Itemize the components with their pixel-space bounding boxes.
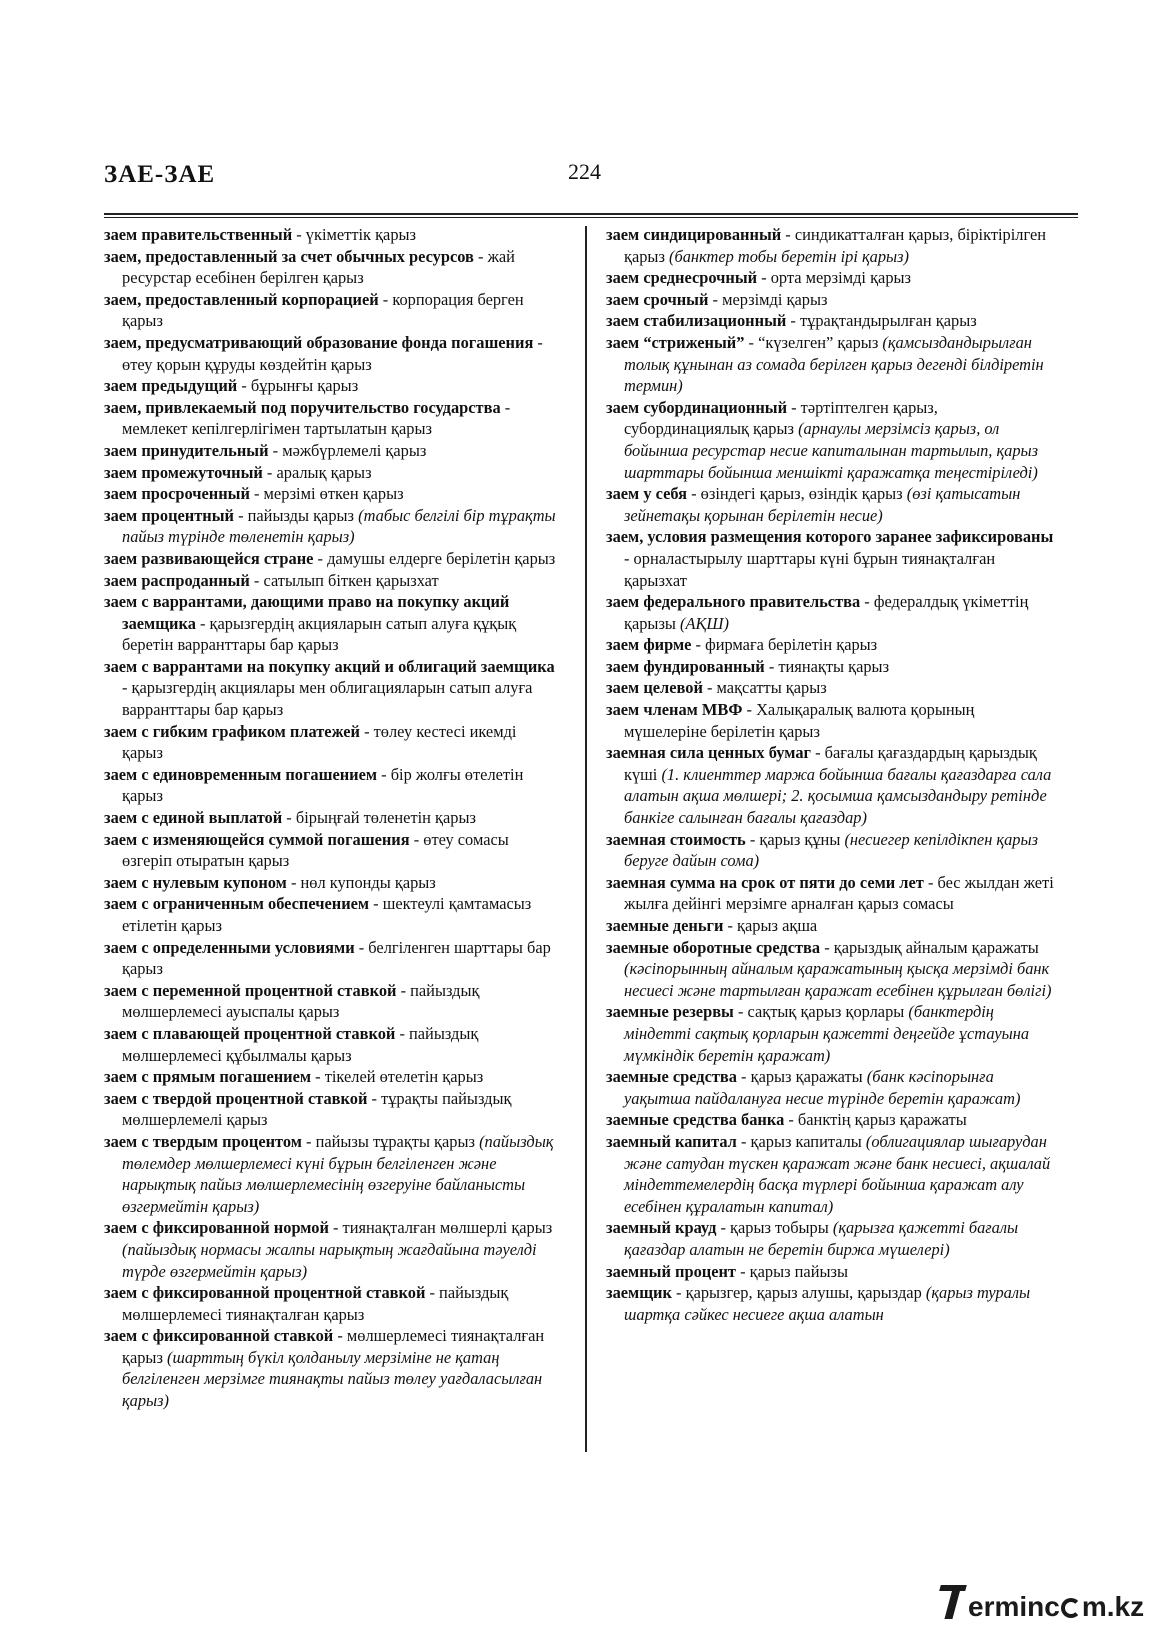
entry-term: заем, предусматривающий образование фонда погашения bbox=[104, 332, 534, 352]
dictionary-entry bbox=[104, 332, 559, 375]
dictionary-entry bbox=[104, 1066, 559, 1088]
dictionary-entry bbox=[606, 656, 1061, 678]
entry-term: заем с фиксированной процентной ставкой bbox=[104, 1283, 426, 1303]
entry-definition: - қарызгердің акциялары мен облигацияларын сатып алуға варранттары бар қарыз bbox=[122, 678, 533, 720]
running-head: ЗАЕ-ЗАЕ bbox=[104, 161, 216, 188]
entry-definition: - тиянақты қарыз bbox=[764, 656, 890, 676]
dictionary-entry bbox=[104, 224, 559, 246]
dictionary-entry bbox=[606, 332, 1061, 397]
dictionary-entry bbox=[104, 1131, 559, 1217]
dictionary-entry bbox=[606, 526, 1061, 591]
dictionary-entry bbox=[104, 980, 559, 1023]
dictionary-entry bbox=[104, 483, 559, 505]
dictionary-entry bbox=[606, 699, 1061, 742]
entry-note: (несиегер кепілдікпен қарыз беруге дайын сома) bbox=[624, 829, 1038, 871]
entry-definition: - тікелей өтелетін қарыз bbox=[311, 1067, 484, 1087]
entry-term: заем с нулевым купоном bbox=[104, 872, 287, 892]
dictionary-entry bbox=[104, 375, 559, 397]
entry-term: заемщик bbox=[606, 1283, 672, 1303]
entry-definition: - өтеу қорын құруды көздейтін қарыз bbox=[122, 332, 543, 374]
dictionary-entry bbox=[104, 1325, 559, 1411]
dictionary-entry bbox=[104, 462, 559, 484]
entry-definition: - корпорация берген қарыз bbox=[122, 289, 524, 331]
dictionary-entry bbox=[104, 570, 559, 592]
logo-text-part2: m.kz bbox=[1081, 1591, 1145, 1622]
entry-definition: - шектеулі қамтамасыз етілетін қарыз bbox=[122, 894, 532, 935]
entry-note: (банктер тобы беретін ірі қарыз) bbox=[669, 246, 909, 266]
entry-definition: - пайыздық мөлшерлемесі ауыспалы қарыз bbox=[122, 980, 480, 1022]
entry-definition: - өзіндегі қарыз, өзіндік қарыз bbox=[687, 484, 907, 504]
entry-definition: - орта мерзімді қарыз bbox=[757, 268, 911, 288]
dictionary-entry bbox=[606, 677, 1061, 699]
entry-term: заем с фиксированной нормой bbox=[104, 1218, 329, 1238]
entry-term: заем срочный bbox=[606, 289, 709, 309]
dictionary-entry bbox=[606, 872, 1061, 915]
page-header bbox=[104, 155, 1078, 215]
entry-term: заем развивающейся стране bbox=[104, 548, 314, 568]
entry-definition: - қарыз қаражаты bbox=[736, 1067, 867, 1087]
entry-term: заем с единовременным погашением bbox=[104, 764, 378, 784]
entry-term: заем, предоставленный за счет обычных ресурсов bbox=[104, 246, 474, 266]
dictionary-entry bbox=[606, 1131, 1061, 1217]
entry-definition: - аралық қарыз bbox=[262, 462, 372, 482]
entry-definition: - мөлшерлемесі тиянақталған қарыз bbox=[122, 1326, 545, 1367]
logo-o-icon bbox=[1061, 1598, 1081, 1618]
entry-definition: - бір жолғы өтелетін қарыз bbox=[122, 764, 524, 806]
entry-term: заем с ограниченным обеспечением bbox=[104, 894, 370, 914]
entry-definition: - тұрақты пайыздық мөлшерлемелі қарыз bbox=[122, 1088, 512, 1130]
entry-note: (арнаулы мерзімсіз қарыз, ол бойынша ресурстар несие капиталынан тартылып, қарыз шарттары бойынша меншікті қаражатқа теңестіріледі) bbox=[624, 419, 1039, 482]
entry-term: заем “стриженый” bbox=[606, 332, 745, 352]
entry-definition: - өтеу сомасы өзгеріп отыратын қарыз bbox=[122, 829, 509, 871]
entry-term: заем фирме bbox=[606, 635, 692, 655]
entry-note: (1. клиенттер маржа бойынша бағалы қағаздарға сала алатын ақша мөлшері; 2. қосымша қамсыздандыру ретінде банкіге салынған бағалы қағаздар) bbox=[624, 764, 1052, 828]
dictionary-columns bbox=[104, 224, 1078, 1464]
entry-note: (банктердің міндетті сақтық қорларын қажетті деңгейде ұстауына мүмкіндік беретін қаражат) bbox=[624, 1002, 1030, 1065]
entry-definition: - мерзімді қарыз bbox=[708, 289, 828, 309]
dictionary-entry bbox=[104, 807, 559, 829]
entry-term: заемная сила ценных бумаг bbox=[606, 743, 811, 763]
entry-definition: - банктің қарыз қаражаты bbox=[784, 1110, 967, 1130]
entry-definition: - үкіметтік қарыз bbox=[292, 225, 417, 244]
entry-definition: - тиянақталған мөлшерлі қарыз bbox=[328, 1218, 553, 1238]
entry-definition: - “күзелген” қарыз bbox=[744, 332, 883, 352]
entry-definition: - қарыз капиталы bbox=[736, 1131, 866, 1151]
dictionary-entry bbox=[606, 1217, 1061, 1260]
dictionary-entry bbox=[104, 829, 559, 872]
dictionary-entry bbox=[606, 483, 1061, 526]
entry-term: заем промежуточный bbox=[104, 462, 263, 482]
entry-note: (қарызға қажетті бағалы қағаздар алатын не беретін биржа мүшелері) bbox=[624, 1218, 1019, 1259]
dictionary-entry bbox=[104, 1217, 559, 1282]
entry-term: заем, условия размещения которого заранее зафиксированы bbox=[606, 527, 1054, 547]
entry-definition: - төлеу кестесі икемді қарыз bbox=[122, 721, 517, 763]
dictionary-entry bbox=[104, 656, 559, 721]
entry-definition: - белгіленген шарттары бар қарыз bbox=[122, 937, 551, 979]
left-column bbox=[104, 224, 559, 1412]
entry-definition: - синдикатталған қарыз, біріктірілген қарыз bbox=[624, 225, 1047, 266]
entry-term: заем с единой выплатой bbox=[104, 808, 283, 828]
entry-definition: - тәртіптелген қарыз, субординациялық қарыз bbox=[624, 397, 938, 439]
dictionary-entry bbox=[104, 937, 559, 980]
entry-term: заем процентный bbox=[104, 505, 234, 525]
entry-definition: - пайыздық мөлшерлемесі тиянақталған қарыз bbox=[122, 1283, 509, 1324]
entry-definition: - жай ресурстар есебінен берілген қарыз bbox=[122, 246, 515, 288]
entry-term: заем членам МВФ bbox=[606, 700, 743, 720]
column-divider bbox=[585, 226, 587, 1452]
dictionary-entry bbox=[606, 267, 1061, 289]
entry-term: заем с варрантами на покупку акций и облигаций заемщика bbox=[104, 656, 555, 676]
entry-term: заемные резервы bbox=[606, 1002, 734, 1022]
entry-term: заем с варрантами, дающими право на покупку акций заемщика bbox=[104, 592, 510, 633]
dictionary-entry bbox=[104, 1282, 559, 1325]
dictionary-entry bbox=[606, 1261, 1061, 1283]
entry-term: заем с гибким графиком платежей bbox=[104, 721, 360, 741]
entry-term: заем распроданный bbox=[104, 570, 250, 590]
logo-text-part1: erminc bbox=[968, 1591, 1060, 1622]
entry-note: (облигациялар шығарудан және сатудан түскен қаражат және банк несиесі, ақшалай міндеттемелердің басқа түрлері бойынша қаражат алу есебінен құралатын капитал) bbox=[624, 1131, 1051, 1216]
entry-term: заем, привлекаемый под поручительство государства bbox=[104, 397, 501, 417]
entry-term: заем, предоставленный корпорацией bbox=[104, 289, 379, 309]
entry-term: заем предыдущий bbox=[104, 376, 238, 396]
dictionary-entry bbox=[606, 634, 1061, 656]
entry-definition: - пайызы тұрақты қарыз bbox=[301, 1131, 480, 1151]
entry-definition: - мақсатты қарыз bbox=[702, 678, 827, 698]
dictionary-entry bbox=[606, 310, 1061, 332]
entry-definition: - бес жылдан жеті жылға дейінгі мерзімге арналған қарыз сомасы bbox=[624, 872, 1054, 914]
dictionary-entry bbox=[606, 742, 1061, 828]
entry-term: заем с переменной процентной ставкой bbox=[104, 980, 397, 1000]
entry-definition: - бұрынғы қарыз bbox=[237, 376, 359, 396]
entry-definition: - қарыз тобыры bbox=[716, 1218, 833, 1238]
dictionary-entry bbox=[104, 505, 559, 548]
dictionary-entry bbox=[606, 289, 1061, 311]
dictionary-entry bbox=[104, 721, 559, 764]
entry-definition: - Халықаралық валюта қорының мүшелеріне берілетін қарыз bbox=[624, 700, 975, 741]
entry-note: (банк кәсіпорынға уақытша пайдалануға несие түрінде беретін қаражат) bbox=[624, 1067, 1021, 1108]
entry-term: заемные средства bbox=[606, 1067, 737, 1087]
entry-note: (пайыздық төлемдер мөлшерлемесі күні бұрын белгіленген және нарықтық пайыз мөлшерлемесінің өзгеруіне байланысты өзгермейтін қарыз) bbox=[122, 1131, 554, 1216]
entry-term: заем среднесрочный bbox=[606, 268, 758, 288]
entry-note: (шарттың бүкіл қолданылу мерзіміне не қатаң белгіленген мерзімге тиянақты пайыз төлеу уағдаласылған қарыз) bbox=[122, 1347, 543, 1411]
dictionary-entry bbox=[104, 397, 559, 440]
entry-term: заемная стоимость bbox=[606, 829, 746, 849]
entry-definition: - сақтық қарыз қорлары bbox=[733, 1002, 909, 1022]
entry-note: (АҚШ) bbox=[680, 613, 729, 633]
entry-definition: - мемлекет кепілгерлігімен тартылатын қарыз bbox=[122, 397, 511, 439]
dictionary-entry bbox=[104, 440, 559, 462]
entry-note: (өзі қатысатын зейнетақы қорынан берілетін несие) bbox=[624, 484, 1021, 525]
termincom-logo bbox=[940, 1575, 1150, 1621]
right-column bbox=[606, 224, 1061, 1325]
entry-term: заем с твердым процентом bbox=[104, 1131, 302, 1151]
entry-definition: - орналастырылу шарттары күні бұрын тиянақталған қарызхат bbox=[624, 548, 996, 590]
dictionary-entry bbox=[104, 548, 559, 570]
entry-term: заемный капитал bbox=[606, 1131, 737, 1151]
entry-term: заемная сумма на срок от пяти до семи лет bbox=[606, 872, 924, 892]
entry-term: заем стабилизационный bbox=[606, 311, 787, 331]
dictionary-entry bbox=[104, 246, 559, 289]
entry-definition: - нөл купонды қарыз bbox=[286, 872, 436, 892]
entry-term: заем с плавающей процентной ставкой bbox=[104, 1023, 396, 1043]
entry-term: заем с фиксированной ставкой bbox=[104, 1326, 334, 1346]
entry-term: заем синдицированный bbox=[606, 225, 782, 244]
entry-term: заемный крауд bbox=[606, 1218, 717, 1238]
dictionary-entry bbox=[104, 1023, 559, 1066]
entry-term: заем субординационный bbox=[606, 397, 788, 417]
entry-term: заем у себя bbox=[606, 484, 688, 504]
page-number: 224 bbox=[568, 159, 601, 184]
entry-term: заемные деньги bbox=[606, 916, 724, 935]
entry-definition: - қарызгер, қарыз алушы, қарыздар bbox=[671, 1283, 926, 1303]
dictionary-entry bbox=[104, 1088, 559, 1131]
dictionary-entry bbox=[606, 1282, 1061, 1325]
dictionary-entry bbox=[104, 893, 559, 936]
dictionary-entry bbox=[606, 1109, 1061, 1131]
dictionary-entry bbox=[606, 915, 1061, 937]
entry-definition: - пайызды қарыз bbox=[233, 505, 359, 525]
entry-definition: - федералдық үкіметтің қарызы bbox=[624, 592, 1029, 633]
entry-note: (пайыздық нормасы жалпы нарықтың жағдайына тәуелді түрде өзгермейтін қарыз) bbox=[122, 1239, 537, 1281]
dictionary-entry bbox=[104, 289, 559, 332]
dictionary-entry bbox=[606, 224, 1061, 267]
entry-term: заем с твердой процентной ставкой bbox=[104, 1088, 368, 1108]
entry-definition: - дамушы елдерге берілетін қарыз bbox=[313, 548, 556, 568]
entry-term: заемные средства банка bbox=[606, 1110, 785, 1130]
entry-term: заем целевой bbox=[606, 678, 703, 698]
entry-definition: - пайыздық мөлшерлемесі құбылмалы қарыз bbox=[122, 1023, 479, 1065]
dictionary-entry bbox=[606, 1066, 1061, 1109]
entry-definition: - қарызгердің акцияларын сатып алуға құқық беретін варранттары бар қарыз bbox=[122, 613, 517, 655]
entry-note: (қамсыздандырылған толық құнынан аз сомада берілген қарыз дегенді білдіретін термин) bbox=[624, 332, 1044, 396]
entry-definition: - қарыздық айналым қаражаты bbox=[820, 937, 1039, 957]
entry-term: заем с прямым погашением bbox=[104, 1067, 312, 1087]
dictionary-entry bbox=[606, 937, 1061, 1002]
entry-definition: - қарыз ақша bbox=[723, 916, 818, 935]
dictionary-entry bbox=[606, 829, 1061, 872]
entry-definition: - сатылып біткен қарызхат bbox=[249, 570, 439, 590]
dictionary-entry bbox=[606, 591, 1061, 634]
dictionary-entry bbox=[606, 397, 1061, 483]
entry-definition: - мерзімі өткен қарыз bbox=[249, 484, 404, 504]
entry-term: заемные оборотные средства bbox=[606, 937, 821, 957]
dictionary-entry bbox=[104, 872, 559, 894]
dictionary-entry bbox=[104, 591, 559, 656]
entry-term: заем с определенными условиями bbox=[104, 937, 355, 957]
entry-term: заем фундированный bbox=[606, 656, 765, 676]
entry-term: заемный процент bbox=[606, 1261, 736, 1281]
entry-definition: - бірыңғай төленетін қарыз bbox=[282, 808, 476, 828]
entry-definition: - фирмаға берілетін қарыз bbox=[691, 635, 878, 655]
entry-definition: - қарыз пайызы bbox=[735, 1261, 848, 1281]
entry-term: заем с изменяющейся суммой погашения bbox=[104, 829, 410, 849]
logo-t-icon bbox=[940, 1583, 966, 1621]
entry-note: (кәсіпорынның айналым қаражатының қысқа мерзімді банк несиесі және тартылған қаражат есебінен құрылған бөлігі) bbox=[624, 959, 1052, 1000]
entry-term: заем просроченный bbox=[104, 484, 250, 504]
entry-note: (қарыз туралы шартқа сәйкес несиеге ақша алатын bbox=[624, 1283, 1031, 1324]
entry-note: (табыс белгілі бір тұрақты пайыз түрінде төленетін қарыз) bbox=[122, 505, 556, 547]
entry-definition: - қарыз құны bbox=[745, 829, 845, 849]
dictionary-entry bbox=[104, 764, 559, 807]
entry-term: заем принудительный bbox=[104, 440, 269, 460]
entry-definition: - мәжбүрлемелі қарыз bbox=[268, 440, 427, 460]
entry-term: заем федерального правительства bbox=[606, 592, 861, 612]
entry-definition: - тұрақтандырылған қарыз bbox=[786, 311, 977, 331]
entry-term: заем правительственный bbox=[104, 225, 293, 244]
dictionary-entry bbox=[606, 1001, 1061, 1066]
entry-definition: - бағалы қағаздардың қарыздық күші bbox=[624, 743, 1037, 784]
